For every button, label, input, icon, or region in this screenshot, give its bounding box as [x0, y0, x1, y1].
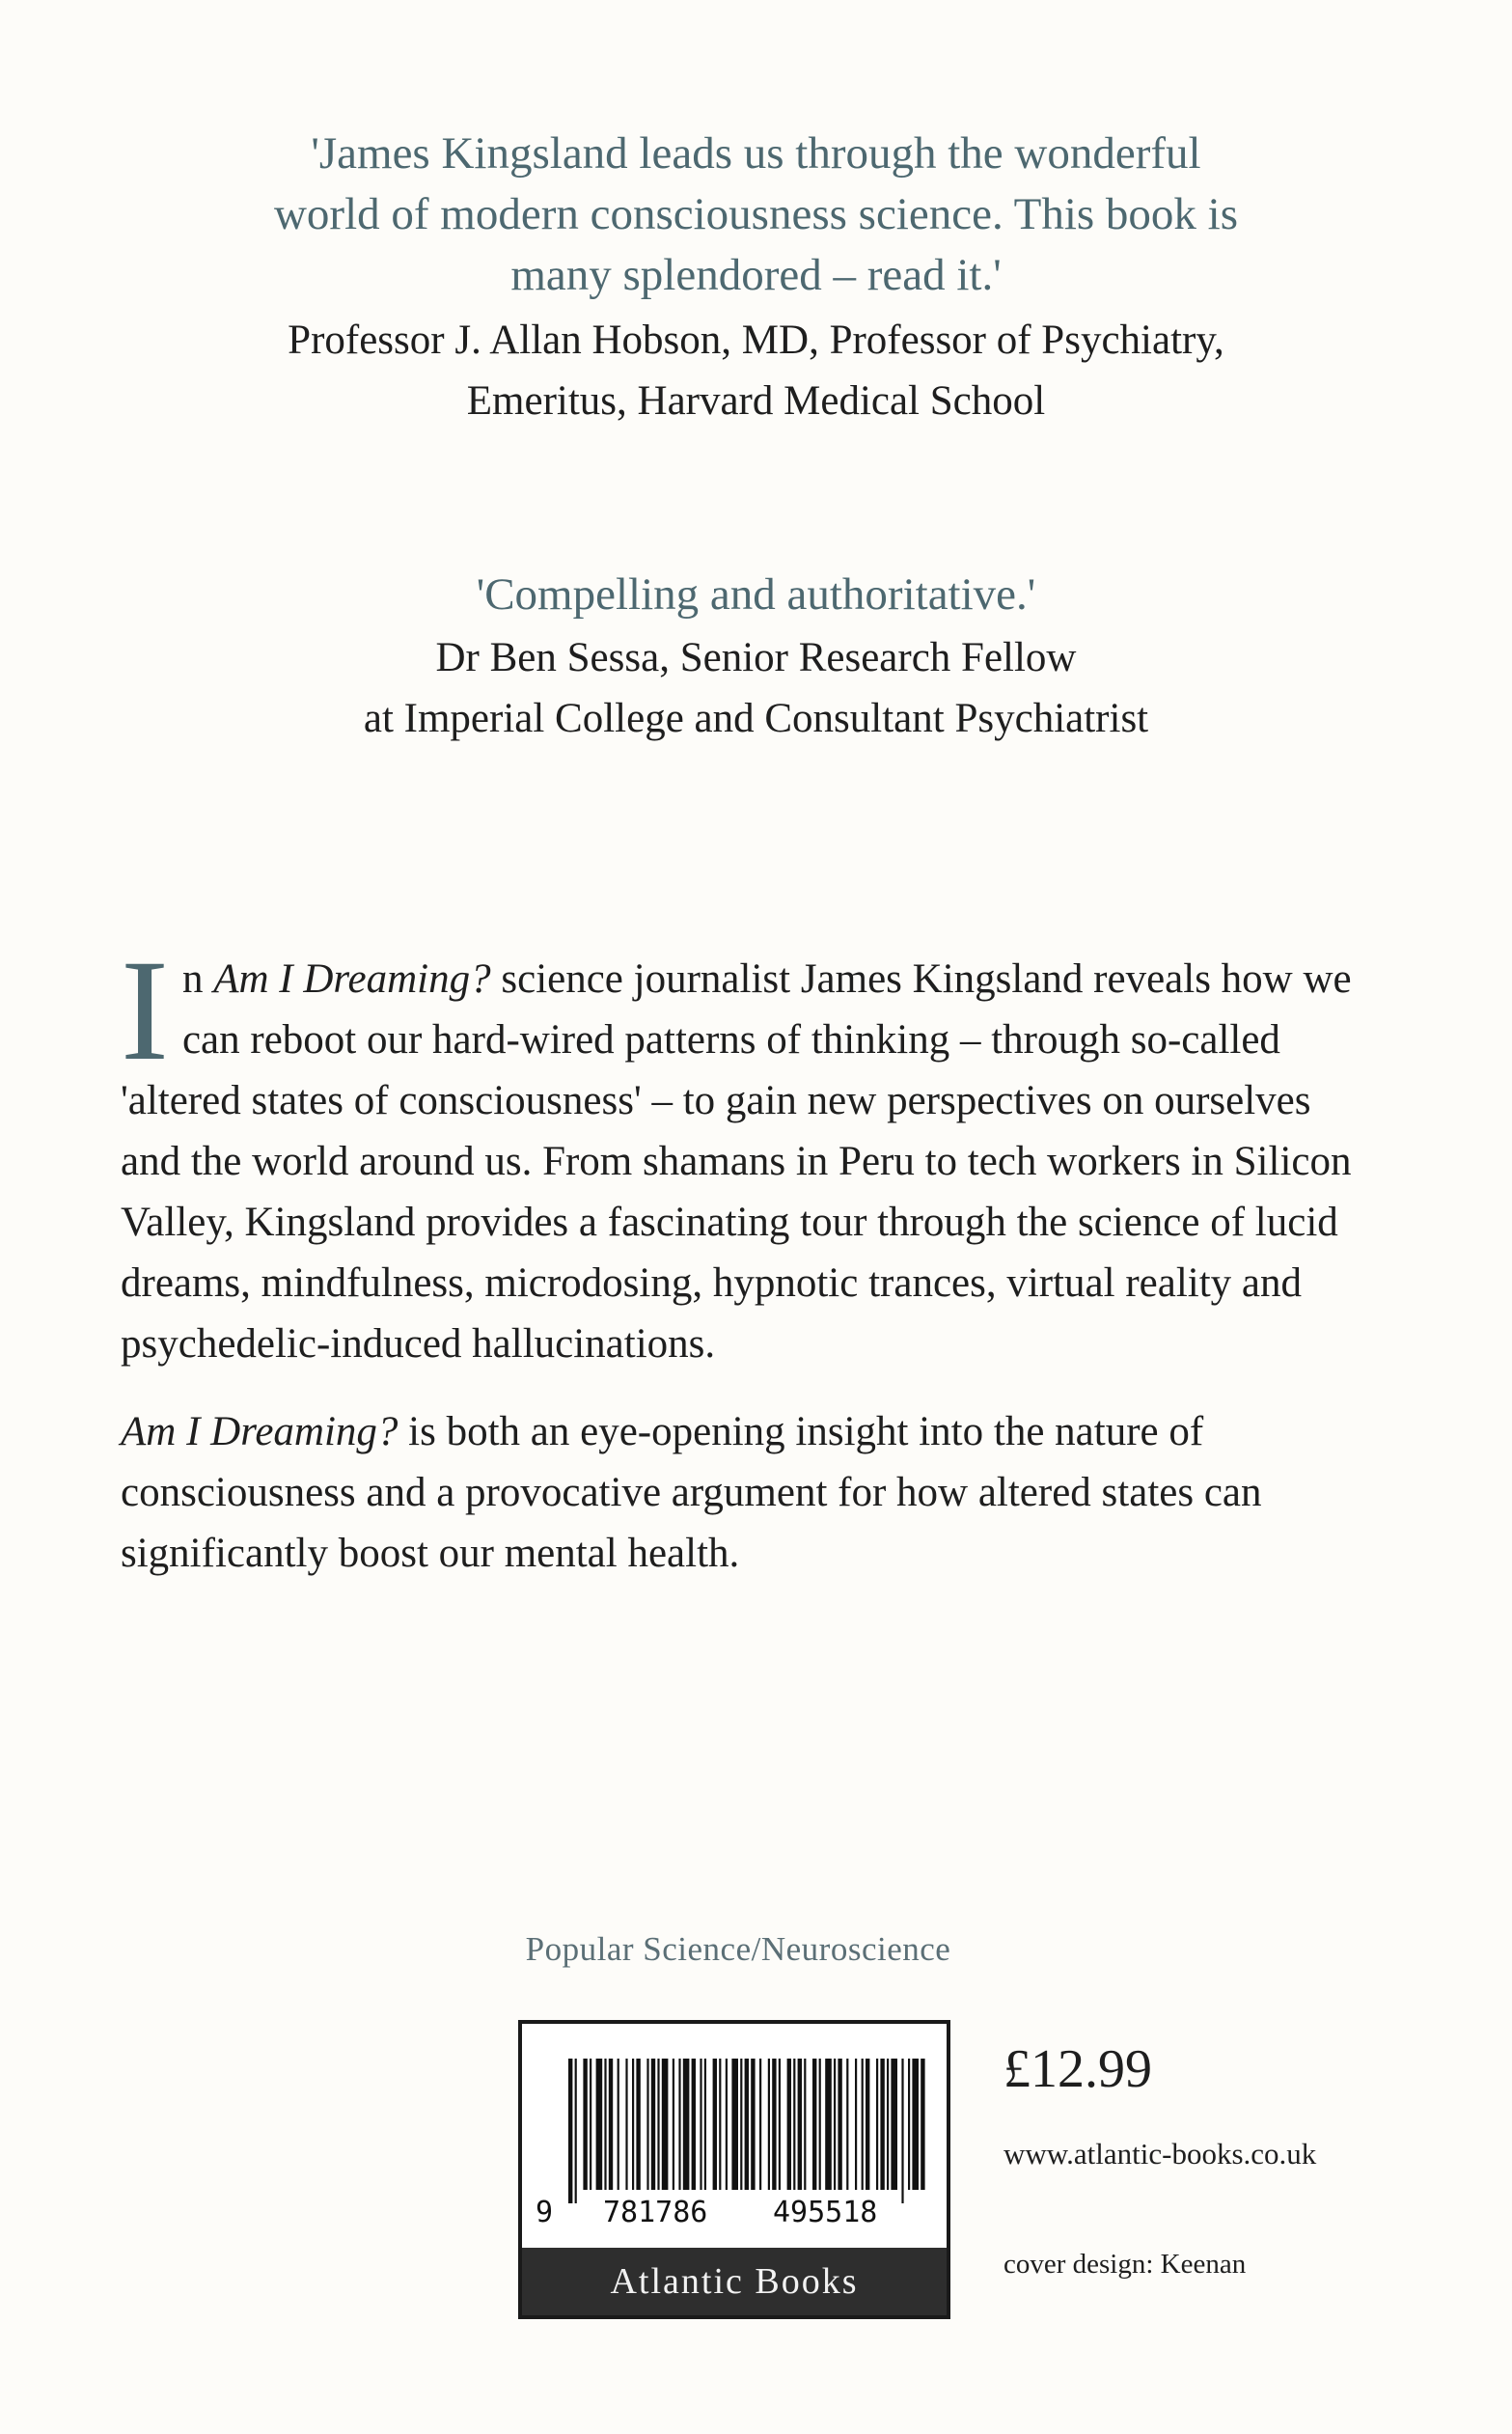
- blurb-text: is both an eye-opening insight into the nature of consciousness and a provocative argument for how altered states can significantly boost our mental health.: [121, 1409, 1262, 1576]
- barcode-panel: [518, 2020, 950, 2319]
- publisher-website: www.atlantic-books.co.uk: [1003, 2137, 1317, 2171]
- barcode-bar: [751, 2059, 755, 2190]
- barcode-bar: [651, 2059, 655, 2190]
- barcode-bar: [862, 2059, 864, 2190]
- barcode-bar: [846, 2059, 848, 2190]
- barcode-bar: [700, 2059, 701, 2190]
- barcode-digits-left: 781786: [603, 2196, 708, 2229]
- barcode-bar: [575, 2059, 577, 2203]
- barcode-bar: [683, 2059, 690, 2190]
- barcode-bar: [596, 2059, 603, 2190]
- barcode-bar: [583, 2059, 587, 2190]
- barcode-bar: [704, 2059, 706, 2190]
- drop-cap: I: [121, 930, 169, 1091]
- blurb-text: n: [181, 956, 214, 1002]
- barcode-bar: [625, 2059, 627, 2190]
- cover-credit: cover design: Keenan: [1003, 2249, 1247, 2280]
- quote-text: 'Compelling and authoritative.': [476, 569, 1036, 620]
- barcode-bar: [887, 2059, 889, 2190]
- blurb-paragraph: [121, 930, 1356, 1374]
- barcode-bar: [657, 2059, 659, 2190]
- barcode-bar: [921, 2059, 924, 2190]
- barcode-bar: [692, 2059, 696, 2190]
- quote-text: 'James Kingsland leads us through the wonderful world of modern consciousness science. This book is many splendored – read it.': [273, 128, 1239, 300]
- barcode-bar: [590, 2059, 591, 2190]
- quote-attribution-line: Dr Ben Sessa, Senior Research Fellow: [435, 635, 1077, 680]
- barcode-bar: [855, 2059, 857, 2190]
- barcode-bar: [726, 2059, 728, 2190]
- barcode-bar: [673, 2059, 674, 2190]
- barcode-bar: [866, 2059, 869, 2190]
- barcode-bar: [618, 2059, 619, 2190]
- barcode-bar: [740, 2059, 742, 2190]
- barcode-digit-first: 9: [536, 2196, 554, 2229]
- barcode-bar: [787, 2059, 791, 2190]
- quote-attribution-line: at Imperial College and Consultant Psychiatrist: [363, 696, 1149, 741]
- barcode-bar: [880, 2059, 884, 2190]
- barcode-digits-right: 495518: [773, 2196, 878, 2229]
- barcode-bar: [834, 2059, 836, 2190]
- barcode-bar: [772, 2059, 776, 2190]
- barcode-bar: [876, 2059, 878, 2190]
- barcode-bar: [838, 2059, 841, 2190]
- quote-attribution: Professor J. Allan Hobson, MD, Professor of Psychiatry, Emeritus, Harvard Medical School: [288, 318, 1224, 424]
- barcode-bar: [812, 2059, 816, 2190]
- category-label: Popular Science/Neuroscience: [525, 1930, 951, 1968]
- barcode-bar: [912, 2059, 919, 2190]
- barcode-bar: [779, 2059, 781, 2190]
- barcode-bar: [662, 2059, 669, 2190]
- blurb-text: science journalist James Kingsland reveals how we can reboot our hard-wired patterns of thinking – through so-called 'altered states of consciousness' – to gain new perspectives on ourselves and the world around us. From shamans in Peru to tech workers in Silicon Valley, Kingsland provides a fascinating tour through the science of lucid dreams, mindfulness, microdosing, hypnotic trances, virtual reality and psychedelic-induced hallucinations.: [121, 956, 1352, 1367]
- barcode-bar: [719, 2059, 721, 2190]
- barcode-bar: [568, 2059, 572, 2203]
- barcode-bar: [632, 2059, 634, 2190]
- barcode-bar: [825, 2059, 832, 2190]
- quote-sessa: [0, 565, 1512, 749]
- quote-hobson: [0, 124, 1512, 431]
- price: £12.99: [1003, 2039, 1152, 2099]
- barcode-bar: [768, 2059, 770, 2190]
- barcode-bar: [646, 2059, 648, 2190]
- blurb: [121, 930, 1356, 1584]
- barcode: [522, 2024, 947, 2248]
- barcode-bars: [568, 2059, 925, 2203]
- barcode-bar: [891, 2059, 897, 2190]
- barcode-bar: [731, 2059, 738, 2190]
- barcode-bar: [609, 2059, 613, 2190]
- barcode-bar: [798, 2059, 802, 2190]
- barcode-bar: [793, 2059, 795, 2190]
- barcode-bar: [745, 2059, 749, 2190]
- book-title: Am I Dreaming?: [121, 1409, 399, 1454]
- book-title: Am I Dreaming?: [213, 956, 491, 1002]
- barcode-bar: [901, 2059, 903, 2203]
- barcode-bar: [604, 2059, 606, 2190]
- blurb-paragraph: [121, 1401, 1356, 1584]
- barcode-bar: [819, 2059, 821, 2190]
- barcode-bar: [636, 2059, 640, 2190]
- barcode-bar: [804, 2059, 806, 2190]
- barcode-bar: [678, 2059, 680, 2190]
- barcode-bar: [713, 2059, 717, 2190]
- barcode-bar: [759, 2059, 761, 2190]
- publisher-imprint: Atlantic Books: [522, 2248, 947, 2315]
- barcode-bar: [908, 2059, 910, 2190]
